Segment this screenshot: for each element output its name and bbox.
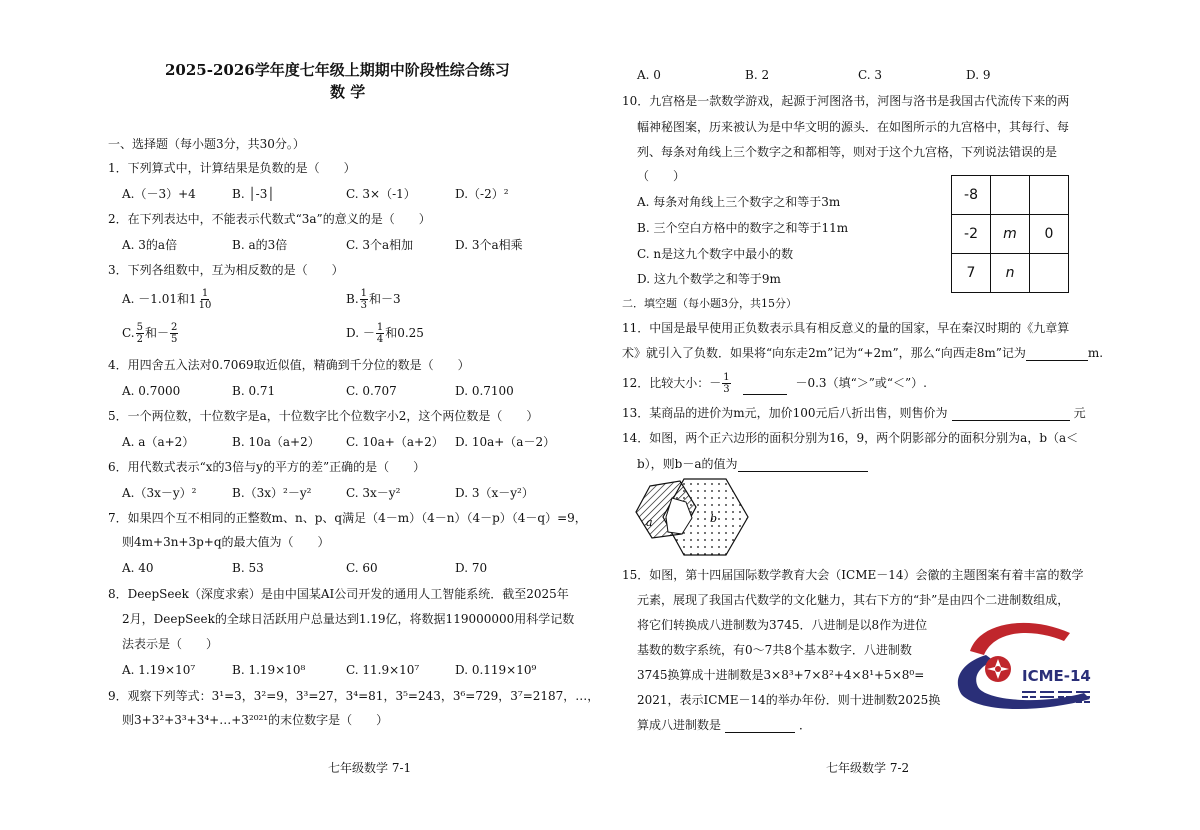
q1-stem: 1．下列算式中，计算结果是负数的是（ ）	[108, 161, 356, 175]
q14-answer-blank[interactable]	[738, 471, 868, 472]
q5-option-d: D. 10a+（a－2）	[455, 435, 556, 449]
q9-stem-line2: 则3+3²+3³+3⁴+…+3²⁰²¹的末位数字是（ ）	[122, 713, 389, 727]
q11-line1: 11．中国是最早使用正负数表示具有相反意义的量的国家，早在秦汉时期的《九章算	[622, 321, 1070, 335]
grid-cell: m	[991, 215, 1030, 254]
q11-line2: 术》就引入了负数．如果将“向东走2m”记为“+2m”，那么“向西走8m”记为 m.	[622, 346, 1104, 360]
q15-line7: 算成八进制数是 ．	[637, 718, 812, 732]
grid-cell	[1030, 254, 1069, 293]
page-footer-right: 七年级数学 7-2	[826, 761, 910, 775]
q1-option-c: C. 3×（-1）	[346, 187, 416, 201]
q8-option-a: A. 1.19×10⁷	[122, 663, 196, 677]
q3-stem: 3．下列各组数中，互为相反数的是（ ）	[108, 263, 344, 277]
q6-stem: 6．用代数式表示“x的3倍与y的平方的差”正确的是（ ）	[108, 460, 426, 474]
q9-option-c: C. 3	[858, 68, 883, 82]
grid-row	[952, 254, 1069, 293]
q15-line6: 2021，表示ICME－14的举办年份．则十进制数2025换	[637, 693, 941, 707]
q12-answer-blank[interactable]	[743, 394, 787, 395]
q10-option-d: D. 这九个数学之和等于9m	[637, 272, 781, 286]
exam-subject: 数 学	[330, 83, 366, 101]
q9-option-d: D. 9	[966, 68, 991, 82]
q10-option-b: B. 三个空白方格中的数字之和等于11m	[637, 221, 849, 235]
q3-b-fraction: $\frac{1}{3}$	[360, 288, 368, 311]
section-fill-heading: 二．填空题（每小题3分，共15分）	[622, 297, 797, 310]
q2-option-d: D. 3个a相乘	[455, 238, 523, 252]
q2-option-c: C. 3个a相加	[346, 238, 414, 252]
q3-c-fraction-2: $\frac{2}{5}$	[170, 322, 178, 345]
grid-cell: -8	[952, 176, 991, 215]
q3-option-b: B. $\frac{1}{3}$ 和－3	[346, 288, 401, 311]
q15-line4: 基数的数字系统，有0～7共8个基本数字．八进制数	[637, 643, 912, 657]
q4-option-c: C. 0.707	[346, 384, 397, 398]
q1-option-b: B. │-3│	[232, 187, 275, 201]
q4-option-d: D. 0.7100	[455, 384, 514, 398]
q7-stem-line1: 7．如果四个互不相同的正整数m、n、p、q满足（4－m）（4－n）（4－p）（4－q）=9，	[108, 511, 587, 525]
exam-title: 2025-2026学年度七年级上期期中阶段性综合练习	[165, 61, 510, 79]
q10-stem-line4: （ ）	[637, 169, 686, 183]
logo-red-arc	[970, 623, 1070, 655]
icme14-logo	[950, 615, 1108, 715]
q13-line: 13．某商品的进价为m元，加价100元后八折出售，则售价为 元	[622, 406, 1086, 420]
q15-line5: 3745换算成十进制数是3×8³+7×8²+4×8¹+5×8⁰=	[637, 668, 925, 682]
q7-option-b: B. 53	[232, 561, 264, 575]
q5-stem: 5．一个两位数，十位数字是a，十位数字比个位数字小2，这个两位数是（ ）	[108, 409, 539, 423]
q15-line3: 将它们转换成八进制数为3745．八进制是以8作为进位	[637, 618, 928, 632]
grid-cell: -2	[952, 215, 991, 254]
q10-option-c: C. n是这九个数字中最小的数	[637, 247, 794, 261]
grid-cell: 0	[1030, 215, 1069, 254]
q3-option-d: D. － $\frac{1}{4}$ 和0.25	[346, 322, 424, 345]
q6-option-a: A.（3x－y）²	[122, 486, 197, 500]
q10-option-a: A. 每条对角线上三个数字之和等于3m	[637, 195, 841, 209]
q3-a-fraction: $\frac{1}{10}$	[198, 288, 212, 311]
q10-stem-line3: 列、每条对角线上三个数字之和都相等，则对于这个九宫格，下列说法错误的是	[637, 145, 1058, 159]
q7-option-d: D. 70	[455, 561, 488, 575]
grid-row	[952, 215, 1069, 254]
q5-option-a: A. a（a+2）	[122, 435, 195, 449]
q3-d-fraction: $\frac{1}{4}$	[376, 322, 384, 345]
q14-line1: 14．如图，两个正六边形的面积分别为16，9，两个阴影部分的面积分别为a，b（a＜	[622, 431, 1079, 445]
q14-line2: b），则b－a的值为	[637, 456, 868, 472]
grid-cell: n	[991, 254, 1030, 293]
q9-option-b: B. 2	[745, 68, 770, 82]
grid-cell: 7	[952, 254, 991, 293]
section-choice-heading: 一、选择题（每小题3分，共30分。）	[108, 137, 305, 151]
q6-option-b: B.（3x）²－y²	[232, 486, 312, 500]
q5-option-b: B. 10a（a+2）	[232, 435, 320, 449]
q9-stem-line1: 9．观察下列等式：3¹=3，3²=9，3³=27，3⁴=81，3⁵=243，3⁶=729，3⁷=2187，…，	[108, 689, 600, 703]
shaded-label-b: b	[710, 512, 718, 525]
grid-row	[952, 176, 1069, 215]
q10-stem-line2: 幅神秘图案，历来被认为是中华文明的源头．在如图所示的九宫格中，其每行、每	[637, 120, 1070, 134]
q15-answer-blank[interactable]	[725, 732, 795, 733]
q9-option-a: A. 0	[637, 68, 661, 82]
shaded-label-a: a	[646, 516, 653, 529]
q13-answer-blank[interactable]	[952, 420, 1070, 421]
q8-stem-line3: 法表示是（ ）	[122, 637, 219, 651]
q15-line1: 15．如图，第十四届国际数学教育大会（ICME－14）会徽的主题图案有着丰富的数学	[622, 568, 1084, 582]
q4-option-b: B. 0.71	[232, 384, 276, 398]
q3-option-a	[122, 288, 213, 311]
hexagons-figure	[632, 474, 752, 560]
q7-stem-line2: 则4m+3n+3p+q的最大值为（ ）	[122, 535, 330, 549]
q7-option-a: A. 40	[122, 561, 154, 575]
q8-option-d: D. 0.119×10⁹	[455, 663, 537, 677]
q2-option-a: A. 3的a倍	[122, 238, 178, 252]
q6-option-d: D. 3（x－y²）	[455, 486, 534, 500]
q8-stem-line1: 8．DeepSeek（深度求索）是由中国某AI公司开发的通用人工智能系统．截至2025年	[108, 587, 569, 601]
q4-option-a: A. 0.7000	[122, 384, 181, 398]
q5-option-c: C. 10a+（a+2）	[346, 435, 444, 449]
q8-option-c: C. 11.9×10⁷	[346, 663, 420, 677]
q7-option-c: C. 60	[346, 561, 378, 575]
page-footer-left: 七年级数学 7-1	[328, 761, 412, 775]
q10-stem-line1: 10．九宫格是一款数学游戏，起源于河图洛书，河图与洛书是我国古代流传下来的两	[622, 94, 1070, 108]
q2-stem: 2．在下列表达中，不能表示代数式“3a”的意义的是（ ）	[108, 212, 431, 226]
q3-option-c: C. $\frac{5}{2}$ 和－ $\frac{2}{5}$	[122, 322, 178, 345]
q3-a-text: A. －1.01和1	[122, 292, 197, 306]
q2-option-b: B. a的3倍	[232, 238, 288, 252]
logo-text: ICME-14	[1022, 667, 1091, 685]
q3-c-fraction-1: $\frac{5}{2}$	[136, 322, 143, 345]
q8-option-b: B. 1.19×10⁸	[232, 663, 306, 677]
logo-star-emblem	[985, 656, 1011, 682]
q12-fraction: $\frac{1}{3}$	[723, 372, 730, 395]
q1-option-a: A.（－3）+4	[122, 187, 196, 201]
q15-line2: 元素，展现了我国古代数学的文化魅力，其右下方的“卦”是由四个二进制数组成，	[637, 593, 1070, 607]
grid-cell	[991, 176, 1030, 215]
grid-cell	[1030, 176, 1069, 215]
q6-option-c: C. 3x－y²	[346, 486, 401, 500]
q12-line: 12．比较大小：－ $\frac{1}{3}$ －0.3（填“＞”或“＜”）.	[622, 372, 927, 395]
q8-stem-line2: 2月，DeepSeek的全球日活跃用户总量达到1.19亿，将数据119000000用科学记数	[122, 612, 575, 626]
nine-grid-table	[951, 175, 1069, 293]
q4-stem: 4．用四舍五入法对0.7069取近似值，精确到千分位的数是（ ）	[108, 358, 470, 372]
q1-option-d: D.（-2）²	[455, 187, 509, 201]
q11-answer-blank[interactable]	[1026, 360, 1088, 361]
